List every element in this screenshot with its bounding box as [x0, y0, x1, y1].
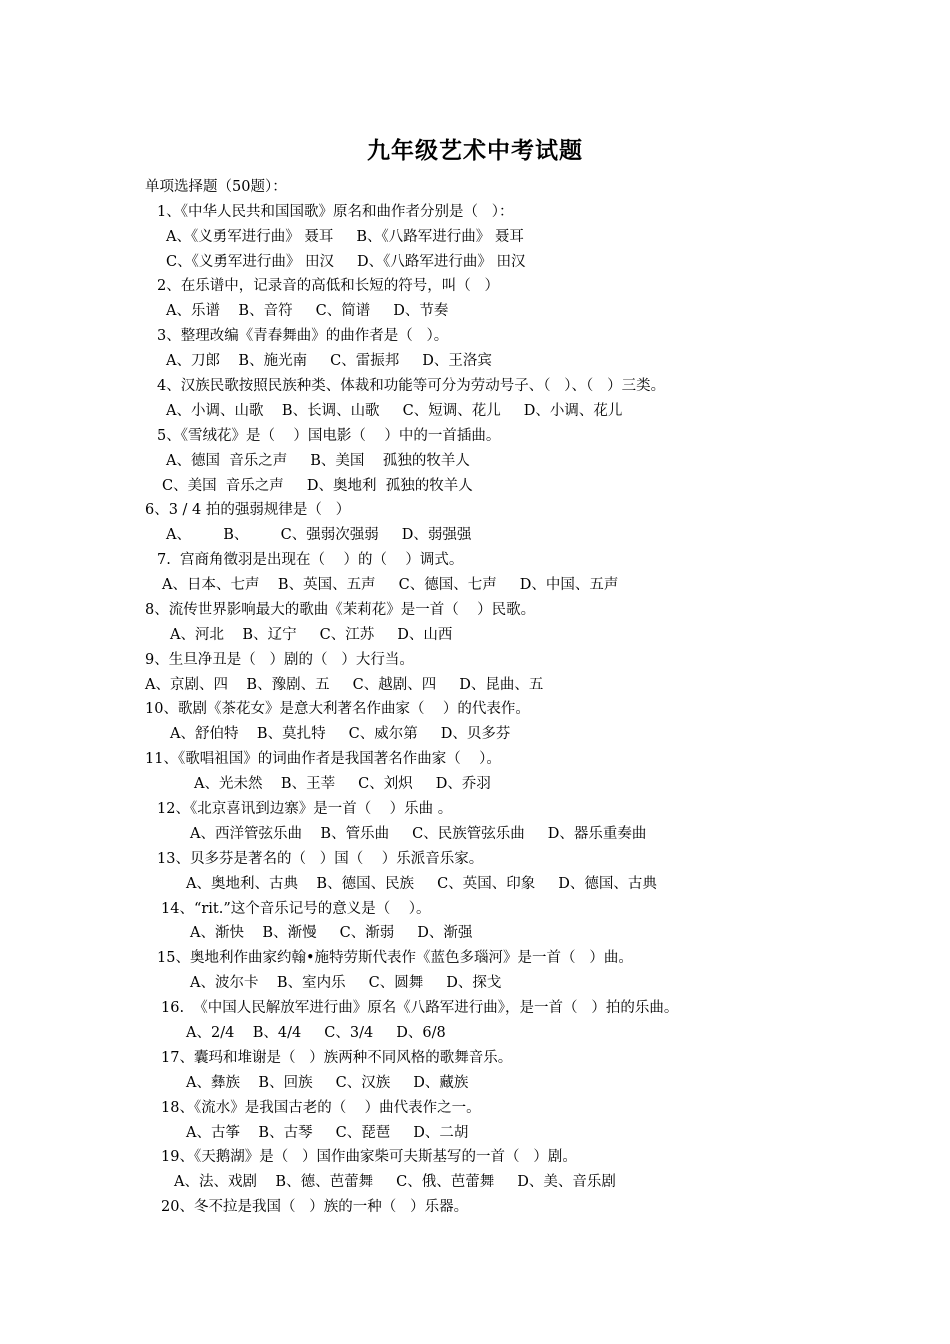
- question-18-options: A、古筝 B、古琴 C、琵琶 D、二胡: [186, 1125, 469, 1141]
- question-1-options-a-b: A、《义勇军进行曲》 聂耳 B、《八路军进行曲》 聂耳: [166, 229, 524, 245]
- question-6: 6、3 / 4 拍的强弱规律是（ ）: [145, 502, 351, 518]
- question-9-options: A、京剧、四 B、豫剧、五 C、越剧、四 D、昆曲、五: [145, 677, 544, 693]
- question-16: 16. 《中国人民解放军进行曲》原名《八路军进行曲》，是一首（ ）拍的乐曲。: [161, 1000, 679, 1016]
- question-3: 3、整理改编《青春舞曲》的曲作者是（ ）。: [157, 328, 449, 344]
- question-17-options: A、彝族 B、回族 C、汉族 D、藏族: [186, 1075, 469, 1091]
- question-10-options: A、舒伯特 B、莫扎特 C、威尔第 D、贝多芬: [170, 726, 511, 742]
- page-title: 九年级艺术中考试题: [367, 137, 583, 164]
- question-3-options: A、刀郎 B、施光南 C、雷振邦 D、王洛宾: [166, 353, 492, 369]
- question-14-options: A、渐快 B、渐慢 C、渐弱 D、渐强: [190, 925, 473, 941]
- question-13: 13、贝多芬是著名的（ ）国（ ）乐派音乐家。: [157, 851, 484, 867]
- question-1: 1、《中华人民共和国国歌》原名和曲作者分别是（ ）：: [157, 204, 514, 220]
- question-5-options-c-d: C、美国 音乐之声 D、奥地利 孤独的牧羊人: [162, 478, 473, 494]
- question-11: 11、《歌唱祖国》的词曲作者是我国著名作曲家（ ）。: [145, 751, 501, 767]
- question-18: 18、《流水》是我国古老的（ ）曲代表作之一。: [161, 1100, 481, 1116]
- question-9: 9、生旦净丑是（ ）剧的（ ）大行当。: [145, 652, 414, 668]
- question-16-options: A、2/4 B、4/4 C、3/4 D、6/8: [186, 1025, 446, 1041]
- question-19: 19、《天鹅湖》是（ ）国作曲家柴可夫斯基写的一首（ ）剧。: [161, 1149, 577, 1165]
- question-12-options: A、西洋管弦乐曲 B、管乐曲 C、民族管弦乐曲 D、器乐重奏曲: [190, 826, 647, 842]
- question-5: 5、《雪绒花》是（ ）国电影（ ）中的一首插曲。: [157, 428, 501, 444]
- question-2-options: A、乐谱 B、音符 C、简谱 D、节奏: [166, 303, 449, 319]
- question-4: 4、汉族民歌按照民族种类、体裁和功能等可分为劳动号子、（ ）、（ ）三类。: [157, 378, 666, 394]
- question-15: 15、奥地利作曲家约翰•施特劳斯代表作《蓝色多瑙河》是一首（ ）曲。: [157, 950, 633, 966]
- question-5-options-a-b: A、德国 音乐之声 B、美国 孤独的牧羊人: [166, 453, 470, 469]
- question-8-options: A、河北 B、辽宁 C、江苏 D、山西: [170, 627, 453, 643]
- question-7: 7. 宫商角徵羽是出现在（ ）的（ ）调式。: [157, 552, 464, 568]
- question-2: 2、在乐谱中，记录音的高低和长短的符号，叫（ ）: [157, 278, 500, 294]
- question-7-options: A、日本、七声 B、英国、五声 C、德国、七声 D、中国、五声: [162, 577, 619, 593]
- question-12: 12、《北京喜讯到边寨》是一首（ ）乐曲 。: [157, 801, 453, 817]
- question-19-options: A、法、戏剧 B、德、芭蕾舞 C、俄、芭蕾舞 D、美、音乐剧: [174, 1174, 616, 1190]
- question-6-options: A、 B、 C、强弱次强弱 D、弱强强: [166, 527, 472, 543]
- question-1-options-c-d: C、《义勇军进行曲》 田汉 D、《八路军进行曲》 田汉: [166, 254, 526, 270]
- question-10: 10、歌剧《茶花女》是意大利著名作曲家（ ）的代表作。: [145, 701, 530, 717]
- question-20: 20、冬不拉是我国（ ）族的一种（ ）乐器。: [161, 1199, 469, 1215]
- section-heading: 单项选择题（50题）：: [145, 179, 287, 195]
- question-15-options: A、波尔卡 B、室内乐 C、圆舞 D、探戈: [190, 975, 502, 991]
- question-14: 14、“rit.”这个音乐记号的意义是（ ）。: [161, 901, 431, 917]
- question-8: 8、流传世界影响最大的歌曲《茉莉花》是一首（ ）民歌。: [145, 602, 536, 618]
- question-17: 17、囊玛和堆谢是（ ）族两种不同风格的歌舞音乐。: [161, 1050, 513, 1066]
- question-13-options: A、奥地利、古典 B、德国、民族 C、英国、印象 D、德国、古典: [186, 876, 657, 892]
- question-4-options: A、小调、山歌 B、长调、山歌 C、短调、花儿 D、小调、花儿: [166, 403, 623, 419]
- question-11-options: A、光未然 B、王莘 C、刘炽 D、乔羽: [194, 776, 491, 792]
